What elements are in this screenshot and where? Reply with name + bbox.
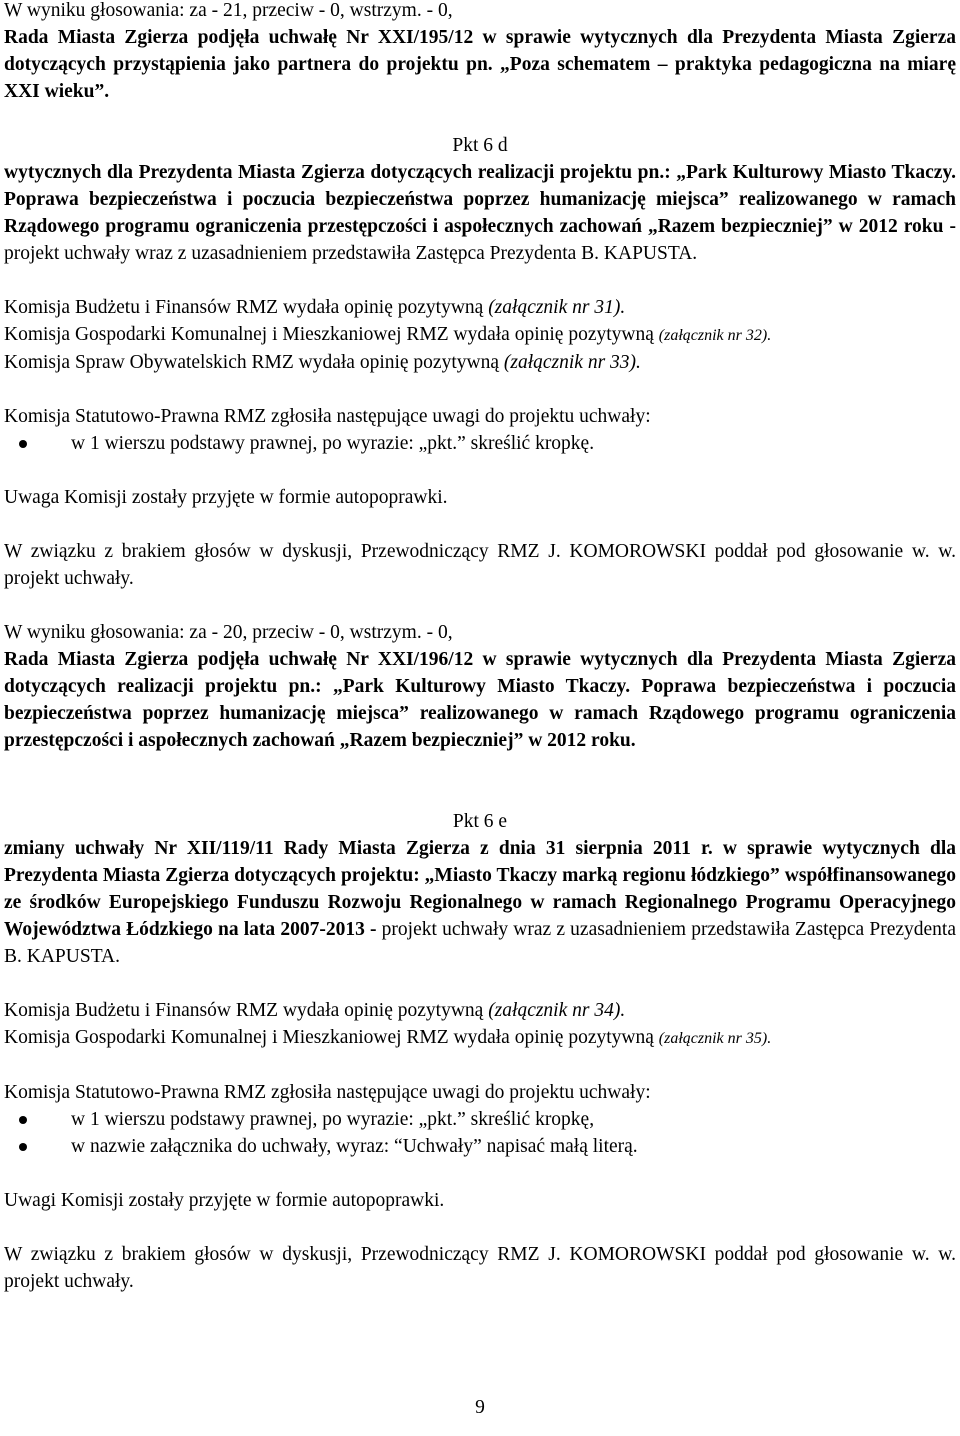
vote-result-2: W wyniku głosowania: za - 20, przeciw - 0, wstrzym. - 0, [4,622,453,643]
document-page [4,0,956,1295]
list-item [4,430,956,457]
pkt-6e-title-rest: projekt uchwały wraz z uzasadnieniem przedstawiła Zastępca Prezydenta B. KAPUSTA. [4,919,957,967]
resolution-195: Rada Miasta Zgierza podjęła uchwałę Nr XXI/195/12 w sprawie wytycznych dla Prezydenta Miasta Zgierza dotyczących przystąpienia jako partnera do projektu pn. „Poza schematem – praktyka pedagogiczna na miarę XXI wieku”. [4,27,956,102]
statute-remarks-list [4,1106,956,1160]
list-item [4,1133,956,1160]
attachment-ref: (załącznik nr 35). [658,1030,772,1047]
resolution-196: Rada Miasta Zgierza podjęła uchwałę Nr XXI/196/12 w sprawie wytycznych dla Prezydenta Miasta Zgierza dotyczących realizacji projektu pn.: „Park Kulturowy Miasto Tkaczy. Poprawa bezpieczeństwa i poczucia bezpieczeństwa poprzez humanizację miejsca” realizowanego w ramach Rządowego programu ograniczenia przestępczości i aspołecznych zachowań „Razem bezpieczniej” w 2012 roku. [4,649,956,751]
bullet-icon [19,1143,27,1151]
attachment-ref: (załącznik nr 33). [503,352,641,373]
pkt-6e-title [4,835,956,970]
list-item-text: w 1 wierszu podstawy prawnej, po wyrazie: „pkt.” skreślić kropkę. [71,433,595,454]
remarks-accepted: Uwaga Komisji zostały przyjęte w formie autopoprawki. [4,487,448,508]
opinion-text: Komisja Budżetu i Finansów RMZ wydała opinię pozytywną [4,1000,489,1021]
page-number: 9 [475,1397,485,1418]
opinion-text: Komisja Spraw Obywatelskich RMZ wydała opinię pozytywną [4,352,504,373]
list-item-text: w 1 wierszu podstawy prawnej, po wyrazie: „pkt.” skreślić kropkę, [71,1109,595,1130]
attachment-ref: (załącznik nr 31). [488,297,626,318]
attachment-ref: (załącznik nr 34). [488,1000,626,1021]
remarks-accepted: Uwagi Komisji zostały przyjęte w formie autopoprawki. [4,1190,445,1211]
no-discussion-note: W związku z brakiem głosów w dyskusji, Przewodniczący RMZ J. KOMOROWSKI poddał pod głosowanie w. w. projekt uchwały. [4,1244,956,1292]
opinion-economy-32 [4,321,956,349]
heading-pkt-6d: Pkt 6 d [452,135,508,156]
list-item-text: w nazwie załącznika do uchwały, wyraz: “Uchwały” napisać małą literą. [71,1136,638,1157]
pkt-6e-title-bold: zmiany uchwały Nr XII/119/11 Rady Miasta Zgierza z dnia 31 sierpnia 2011 r. w sprawie wytycznych dla Prezydenta Miasta Zgierza dotyczących projektu: „Miasto Tkaczy marką regionu łódzkiego” współfinansowanego ze środków Europejskiego Funduszu Rozwoju Regionalnego w ramach Regionalnego Programu Operacyjnego Województwa Łódzkiego na lata 2007-2013 - [4,838,956,940]
opinion-budget-31 [4,294,956,321]
opinion-budget-34 [4,997,956,1024]
opinion-text: Komisja Budżetu i Finansów RMZ wydała opinię pozytywną [4,297,489,318]
vote-result-1: W wyniku głosowania: za - 21, przeciw - 0, wstrzym. - 0, [4,0,453,21]
opinion-text: Komisja Gospodarki Komunalnej i Mieszkaniowej RMZ wydała opinię pozytywną [4,324,659,345]
statute-intro: Komisja Statutowo-Prawna RMZ zgłosiła następujące uwagi do projektu uchwały: [4,406,651,427]
opinion-civic-33 [4,349,956,376]
bullet-icon [19,440,27,448]
bullet-icon [19,1116,27,1124]
heading-pkt-6e: Pkt 6 e [452,811,508,832]
statute-intro: Komisja Statutowo-Prawna RMZ zgłosiła następujące uwagi do projektu uchwały: [4,1082,651,1103]
no-discussion-note: W związku z brakiem głosów w dyskusji, Przewodniczący RMZ J. KOMOROWSKI poddał pod głosowanie w. w. projekt uchwały. [4,541,956,589]
pkt-6d-title [4,159,956,267]
pkt-6d-title-bold: wytycznych dla Prezydenta Miasta Zgierza dotyczących realizacji projektu pn.: „Park Kulturowy Miasto Tkaczy. Poprawa bezpieczeństwa i poczucia bezpieczeństwa poprzez humanizację miejsca” realizowanego w ramach Rządowego programu ograniczenia przestępczości i aspołecznych zachowań „Razem bezpieczniej” w 2012 roku - [4,162,956,237]
list-item [4,1106,956,1133]
statute-remarks-list [4,430,956,457]
pkt-6d-title-rest: projekt uchwały wraz z uzasadnieniem przedstawiła Zastępca Prezydenta B. KAPUSTA. [4,243,698,264]
attachment-ref: (załącznik nr 32). [658,327,772,344]
opinion-economy-35 [4,1024,956,1052]
opinion-text: Komisja Gospodarki Komunalnej i Mieszkaniowej RMZ wydała opinię pozytywną [4,1027,659,1048]
